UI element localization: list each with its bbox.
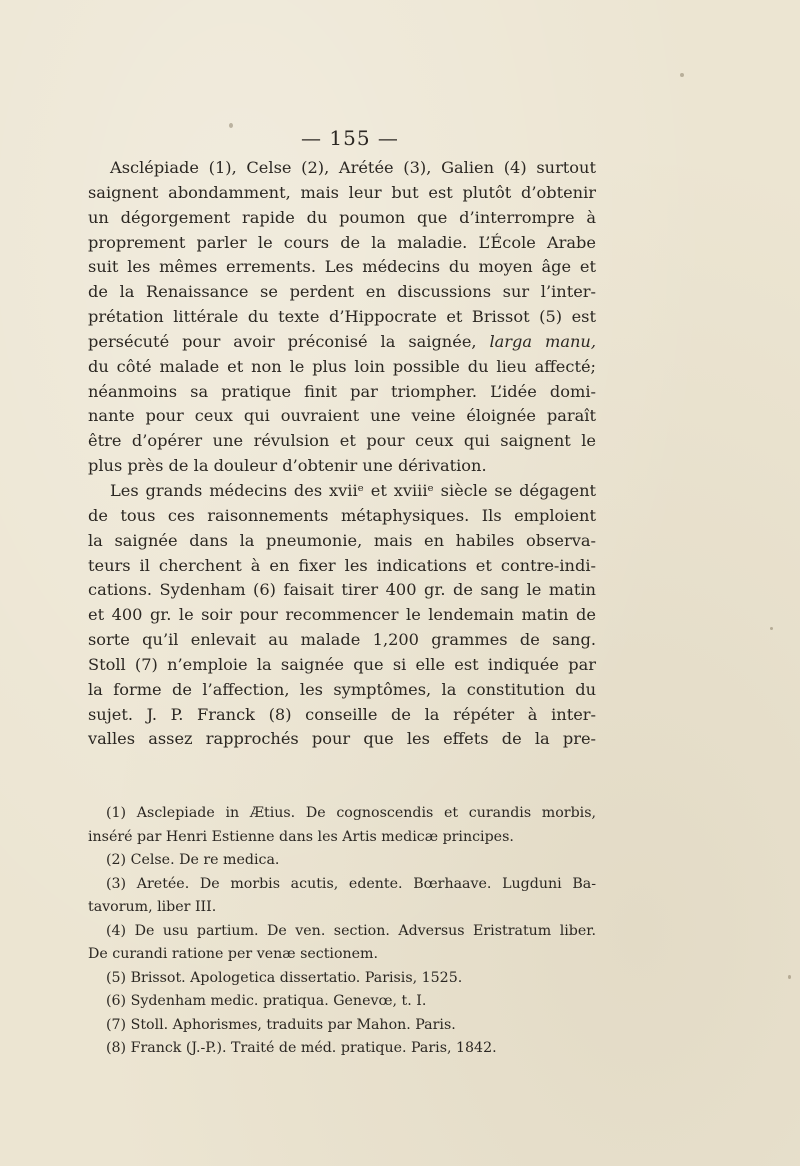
body-line: Les grands médecins des xviiᵉ et xviiiᵉ siècle se dégagent bbox=[110, 480, 596, 500]
body-line: prétation littérale du texte d’Hippocrate et Brissot (5) est bbox=[88, 307, 596, 327]
footnote-line: (6) Sydenham medic. pratiqua. Genevœ, t. I. bbox=[106, 993, 427, 1009]
footnote-line: (2) Celse. De re medica. bbox=[106, 852, 280, 868]
body-line: Stoll (7) n’emploie la saignée que si elle est indiquée par bbox=[88, 654, 596, 674]
italic-phrase: larga manu, bbox=[489, 331, 596, 351]
body-line: de la Renaissance se perdent en discussions sur l’inter- bbox=[88, 282, 596, 302]
body-line: cations. Sydenham (6) faisait tirer 400 gr. de sang le matin bbox=[88, 580, 596, 600]
paper-spot bbox=[788, 975, 791, 979]
footnote-line: tavorum, liber III. bbox=[88, 899, 217, 915]
footnote-line: (1) Asclepiade in Ætius. De cognoscendis et curandis morbis, bbox=[106, 805, 596, 821]
body-line: de tous ces raisonnements métaphysiques. Ils emploient bbox=[88, 505, 596, 525]
body-line: teurs il cherchent à en fixer les indications et contre-indi- bbox=[88, 555, 596, 575]
body-line: la forme de l’affection, les symptômes, la constitution du bbox=[88, 679, 596, 699]
body-line: saignent abondamment, mais leur but est plutôt d’obtenir bbox=[88, 182, 596, 202]
body-line: suit les mêmes errements. Les médecins du moyen âge et bbox=[88, 257, 596, 277]
footnote-line: (7) Stoll. Aphorismes, traduits par Mahon. Paris. bbox=[106, 1016, 456, 1033]
paper-spot bbox=[770, 627, 773, 630]
body-line: du côté malade et non le plus loin possible du lieu affecté; bbox=[88, 356, 596, 376]
body-text bbox=[88, 156, 596, 752]
body-line: la saignée dans la pneumonie, mais en habiles observa- bbox=[88, 530, 596, 550]
body-line: proprement parler le cours de la maladie. L’École Arabe bbox=[88, 232, 596, 252]
body-line-text: persécuté pour avoir préconisé la saignée, bbox=[88, 331, 490, 351]
body-line: valles assez rapprochés pour que les effets de la pre- bbox=[88, 729, 596, 749]
footnote-line: inséré par Henri Estienne dans les Artis medicæ principes. bbox=[88, 828, 514, 845]
body-line bbox=[88, 330, 596, 355]
body-line: et 400 gr. le soir pour recommencer le lendemain matin de bbox=[88, 605, 596, 625]
body-line: plus près de la douleur d’obtenir une dérivation. bbox=[88, 456, 487, 476]
footnote-line: (3) Aretée. De morbis acutis, edente. Bœrhaave. Lugduni Ba- bbox=[106, 875, 596, 892]
body-line: un dégorgement rapide du poumon que d’interrompre à bbox=[88, 207, 596, 227]
body-line: sorte qu’il enlevait au malade 1,200 grammes de sang. bbox=[88, 630, 596, 650]
paper-spot bbox=[680, 73, 684, 77]
footnotes bbox=[88, 802, 596, 1061]
footnote-line: (5) Brissot. Apologetica dissertatio. Parisis, 1525. bbox=[106, 969, 463, 986]
footnote-line: (8) Franck (J.-P.). Traité de méd. pratique. Paris, 1842. bbox=[106, 1040, 497, 1056]
body-line: néanmoins sa pratique finit par triompher. L’idée domi- bbox=[88, 381, 596, 401]
footnote-line: De curandi ratione per venæ sectionem. bbox=[88, 946, 378, 962]
footnote-line: (4) De usu partium. De ven. section. Adversus Eristratum liber. bbox=[106, 922, 596, 939]
body-line: être d’opérer une révulsion et pour ceux qui saignent le bbox=[88, 431, 596, 451]
page-number: — 155 — bbox=[301, 126, 399, 150]
body-line: Asclépiade (1), Celse (2), Arétée (3), Galien (4) surtout bbox=[110, 158, 596, 177]
body-line: nante pour ceux qui ouvraient une veine éloignée paraît bbox=[88, 406, 596, 426]
body-line: sujet. J. P. Franck (8) conseille de la répéter à inter- bbox=[88, 704, 596, 724]
